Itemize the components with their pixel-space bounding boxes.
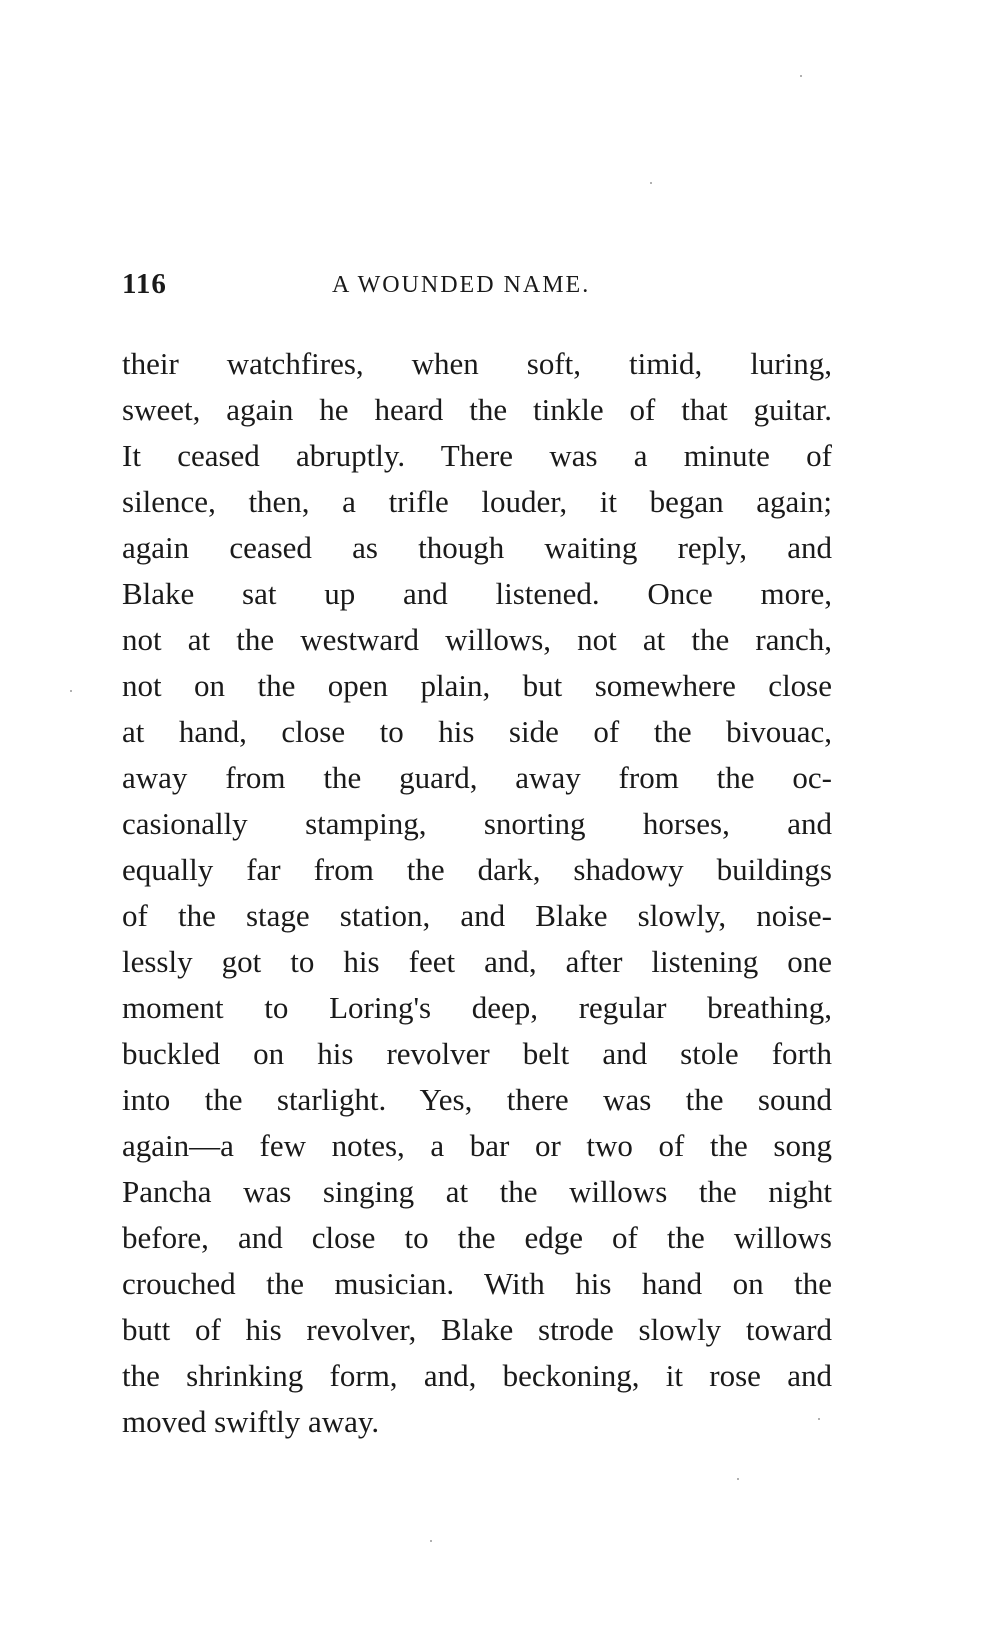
- paper-speck: [650, 182, 652, 184]
- text-line: butt of his revolver, Blake strode slowly toward: [122, 1312, 832, 1347]
- text-line: buckled on his revolver belt and stole forth: [122, 1036, 832, 1071]
- text-line: not at the westward willows, not at the ranch,: [122, 622, 832, 657]
- paper-speck: [800, 75, 802, 77]
- text-line: again ceased as though waiting reply, and: [122, 530, 832, 565]
- text-line: Pancha was singing at the willows the night: [122, 1174, 832, 1209]
- text-line: into the starlight. Yes, there was the sound: [122, 1082, 832, 1117]
- text-line: silence, then, a trifle louder, it began again;: [122, 484, 832, 519]
- paper-speck: [430, 1540, 432, 1542]
- text-line: away from the guard, away from the oc-: [122, 760, 832, 795]
- text-line: casionally stamping, snorting horses, and: [122, 806, 832, 841]
- paper-speck: [818, 1418, 820, 1420]
- paper-speck: [70, 690, 72, 692]
- text-line: their watchfires, when soft, timid, luring,: [122, 346, 832, 381]
- text-line: again—a few notes, a bar or two of the song: [122, 1128, 832, 1163]
- text-line: It ceased abruptly. There was a minute of: [122, 438, 832, 473]
- text-line: the shrinking form, and, beckoning, it rose and: [122, 1358, 832, 1393]
- text-line: of the stage station, and Blake slowly, noise-: [122, 898, 832, 933]
- text-line: crouched the musician. With his hand on the: [122, 1266, 832, 1301]
- text-line: not on the open plain, but somewhere close: [122, 668, 832, 703]
- paper-speck: [737, 1478, 739, 1480]
- running-title: A WOUNDED NAME.: [332, 272, 591, 298]
- text-line: Blake sat up and listened. Once more,: [122, 576, 832, 611]
- text-line: before, and close to the edge of the willows: [122, 1220, 832, 1255]
- running-head: [122, 268, 832, 308]
- text-line: sweet, again he heard the tinkle of that guitar.: [122, 392, 832, 427]
- text-line: at hand, close to his side of the bivouac,: [122, 714, 832, 749]
- text-line: moment to Loring's deep, regular breathing,: [122, 990, 832, 1025]
- body-text: [122, 341, 832, 1445]
- text-line: lessly got to his feet and, after listening one: [122, 944, 832, 979]
- page-number: 116: [122, 268, 167, 300]
- text-line: moved swiftly away.: [122, 1404, 380, 1439]
- text-line: equally far from the dark, shadowy buildings: [122, 852, 832, 887]
